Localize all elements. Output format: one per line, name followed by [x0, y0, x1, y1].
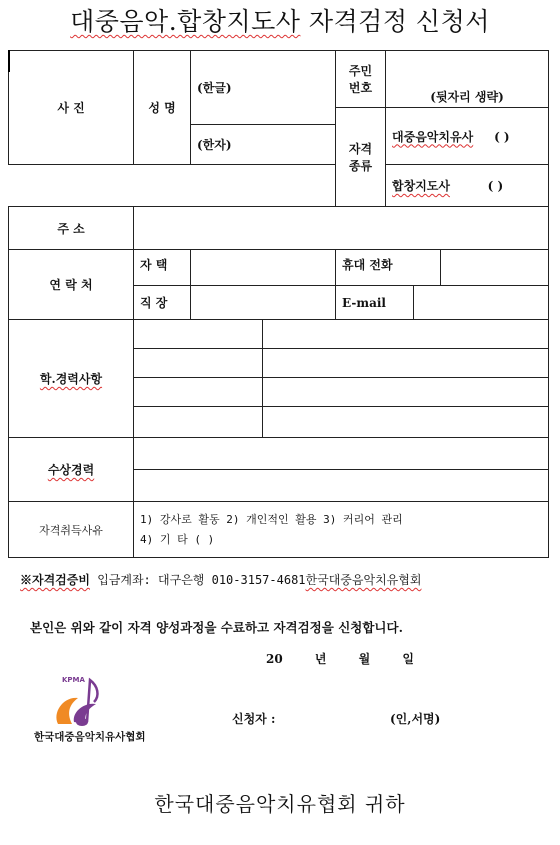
applicant-label: 신청자 : — [232, 712, 276, 726]
education-row-1-left[interactable] — [134, 320, 263, 349]
blank-cell — [9, 165, 336, 207]
name-korean-field[interactable] — [191, 51, 336, 125]
reason-options-line-1: 1) 강사로 활동 2) 개인적인 활용 3) 커리어 관리 — [140, 512, 403, 526]
payment-org: 한국대중음악치유협회 — [305, 573, 422, 587]
name-hanja-label: (한자) — [197, 138, 232, 152]
education-career-label-cell — [9, 320, 134, 438]
cert-type-label-cell — [336, 108, 386, 207]
cert-type-label-1: 자격 — [348, 142, 373, 156]
email-label: E-mail — [342, 295, 386, 310]
resident-number-label-2: 번호 — [348, 81, 373, 95]
payment-info — [20, 571, 421, 588]
education-row-3-right[interactable] — [263, 378, 549, 407]
education-row-4-right[interactable] — [263, 407, 549, 438]
text-cursor — [8, 50, 10, 72]
contact-label-cell — [9, 250, 134, 320]
name-label: 성 명 — [148, 101, 176, 115]
form-title — [0, 2, 560, 38]
name-hanja-field[interactable] — [191, 125, 336, 165]
contact-label: 연 락 처 — [49, 278, 93, 292]
cert-option-choir-box: ( ) — [487, 179, 504, 193]
work-phone-field[interactable] — [191, 286, 336, 320]
home-label: 자 택 — [140, 258, 168, 272]
signature-label: (인,서명) — [390, 712, 441, 726]
mobile-label-cell — [336, 250, 441, 286]
application-form-table — [8, 50, 549, 558]
photo-cell[interactable] — [9, 51, 134, 165]
cert-option-choir[interactable] — [386, 165, 549, 207]
payment-label: ※자격검증비 — [20, 573, 90, 587]
name-label-cell — [134, 51, 191, 165]
education-row-4-left[interactable] — [134, 407, 263, 438]
reason-options-line-2: 4) 기 타 ( ) — [140, 532, 215, 546]
resident-number-label-cell — [336, 51, 386, 108]
cert-option-choir-label: 합창지도사 — [392, 179, 450, 193]
education-career-label: 학.경력사항 — [39, 372, 103, 386]
title-form-name: 자격검정 신청서 — [300, 7, 490, 36]
work-label-cell — [134, 286, 191, 320]
reason-options[interactable] — [134, 502, 549, 558]
email-label-cell — [336, 286, 414, 320]
cert-option-popular-music[interactable] — [386, 108, 549, 165]
cert-option-popular-music-box: ( ) — [494, 129, 510, 144]
cert-option-popular-music-label: 대중음악치유사 — [392, 129, 474, 144]
mobile-phone-field[interactable] — [441, 250, 549, 286]
home-phone-field[interactable] — [191, 250, 336, 286]
home-label-cell — [134, 250, 191, 286]
cert-type-label-2: 종류 — [348, 159, 373, 173]
awards-label: 수상경력 — [47, 463, 95, 477]
email-field[interactable] — [414, 286, 549, 320]
education-row-1-right[interactable] — [263, 320, 549, 349]
education-row-3-left[interactable] — [134, 378, 263, 407]
name-korean-label: (한글) — [197, 81, 232, 95]
address-label-cell — [9, 207, 134, 250]
declaration-text: 본인은 위와 같이 자격 양성과정을 수료하고 자격검정을 신청합니다. — [30, 620, 403, 635]
reason-label: 자격취득사유 — [39, 523, 103, 537]
address-label: 주 소 — [57, 221, 85, 236]
photo-label: 사 진 — [57, 101, 85, 115]
resident-number-note: (뒷자리 생략) — [430, 90, 504, 104]
education-row-2-left[interactable] — [134, 349, 263, 378]
work-label: 직 장 — [140, 296, 168, 310]
awards-row-1[interactable] — [134, 438, 549, 470]
education-row-2-right[interactable] — [263, 349, 549, 378]
reason-label-cell — [9, 502, 134, 558]
title-certificate-name: 대중음악.합창지도사 — [70, 7, 301, 36]
awards-row-2[interactable] — [134, 470, 549, 502]
date-line: 20 년 월 일 — [266, 652, 415, 666]
resident-number-label-1: 주민 — [348, 64, 373, 78]
resident-number-field[interactable] — [386, 51, 549, 108]
addressee-footer: 한국대중음악치유협회 귀하 — [154, 792, 406, 816]
logo-mark-text: KPMA — [62, 676, 85, 684]
address-field[interactable] — [134, 207, 549, 250]
payment-account: 입금계좌: 대구은행 010-3157-4681 — [89, 573, 306, 587]
awards-label-cell — [9, 438, 134, 502]
logo-note-stem — [87, 680, 97, 722]
logo-text: 한국대중음악치유사협회 — [34, 731, 146, 743]
mobile-label: 휴대 전화 — [342, 258, 393, 272]
